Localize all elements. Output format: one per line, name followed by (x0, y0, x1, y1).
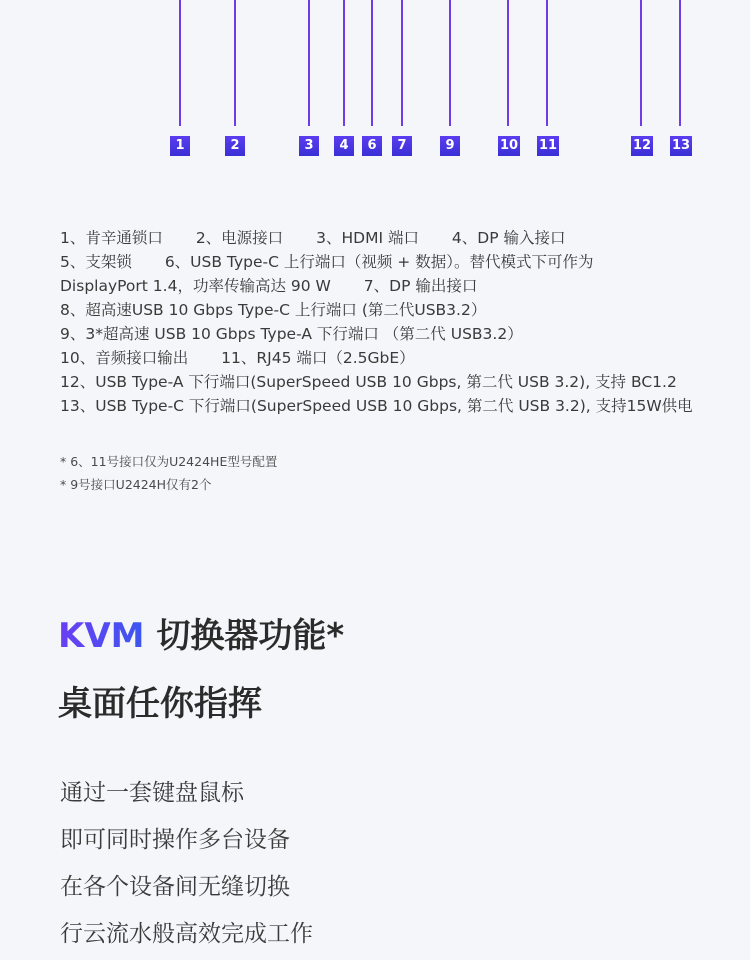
description-line: 行云流水般高效完成工作 (60, 921, 313, 947)
callout-number: 13 (670, 136, 692, 156)
port-row (60, 394, 730, 418)
callout-line (371, 0, 373, 126)
callout-number: 3 (299, 136, 319, 156)
port-item: 8、超高速USB 10 Gbps Type-C 上行端口 (第二代USB3.2） (60, 301, 487, 319)
port-item: 12、USB Type-A 下行端口(SuperSpeed USB 10 Gbps, 第二代 USB 3.2), 支持 BC1.2 (60, 373, 677, 391)
callout-number: 4 (334, 136, 354, 156)
callout-line (343, 0, 345, 126)
port-row (60, 370, 730, 394)
description-line: 在各个设备间无缝切换 (60, 874, 290, 900)
kvm-accent: KVM (58, 616, 145, 656)
callout-line (449, 0, 451, 126)
port-item: 10、音频接口输出 (60, 349, 189, 367)
footnote: * 9号接口U2424H仅有2个 (60, 477, 212, 492)
port-item: 6、USB Type-C 上行端口（视频 + 数据）。替代模式下可作为 (164, 253, 594, 271)
callout-number: 6 (362, 136, 382, 156)
port-item: 13、USB Type-C 下行端口(SuperSpeed USB 10 Gbps, 第二代 USB 3.2), 支持15W供电 (60, 397, 693, 415)
port-row (60, 274, 730, 298)
port-item: 9、3*超高速 USB 10 Gbps Type-A 下行端口 （第二代 USB3.2） (60, 325, 523, 343)
port-item: 2、电源接口 (195, 229, 284, 247)
footnote: * 6、11号接口仅为U2424HE型号配置 (60, 454, 278, 469)
callout-number: 9 (440, 136, 460, 156)
port-item: 5、支架锁 (60, 253, 132, 271)
callout-number: 1 (170, 136, 190, 156)
callout-number: 2 (225, 136, 245, 156)
kvm-title-rest: 切换器功能* (144, 616, 345, 656)
callout-line (179, 0, 181, 126)
description-line: 通过一套键盘鼠标 (60, 780, 244, 806)
port-item: DisplayPort 1.4，功率传输高达 90 W (60, 277, 331, 295)
port-item: 11、RJ45 端口（2.5GbE） (221, 349, 415, 367)
callout-line (401, 0, 403, 126)
kvm-subtitle: 桌面任你指挥 (58, 684, 262, 724)
kvm-heading (58, 610, 344, 730)
callout-number: 7 (392, 136, 412, 156)
callout-number: 11 (537, 136, 559, 156)
callout-line (640, 0, 642, 126)
kvm-description (60, 770, 313, 958)
callout-number: 12 (631, 136, 653, 156)
callout-number: 10 (498, 136, 520, 156)
callout-line (234, 0, 236, 126)
description-line: 即可同时操作多台设备 (60, 827, 290, 853)
port-item: 1、肯辛通锁口 (60, 229, 163, 247)
callout-line (308, 0, 310, 126)
port-row (60, 226, 730, 250)
port-row (60, 298, 730, 322)
port-item: 3、HDMI 端口 (316, 229, 419, 247)
port-item: 7、DP 输出接口 (363, 277, 478, 295)
port-row (60, 250, 730, 274)
port-row (60, 346, 730, 370)
port-callouts (0, 0, 750, 160)
callout-line (507, 0, 509, 126)
footnotes (60, 450, 277, 496)
port-row (60, 322, 730, 346)
port-list (60, 226, 730, 418)
callout-line (679, 0, 681, 126)
port-item: 4、DP 输入接口 (451, 229, 566, 247)
callout-line (546, 0, 548, 126)
